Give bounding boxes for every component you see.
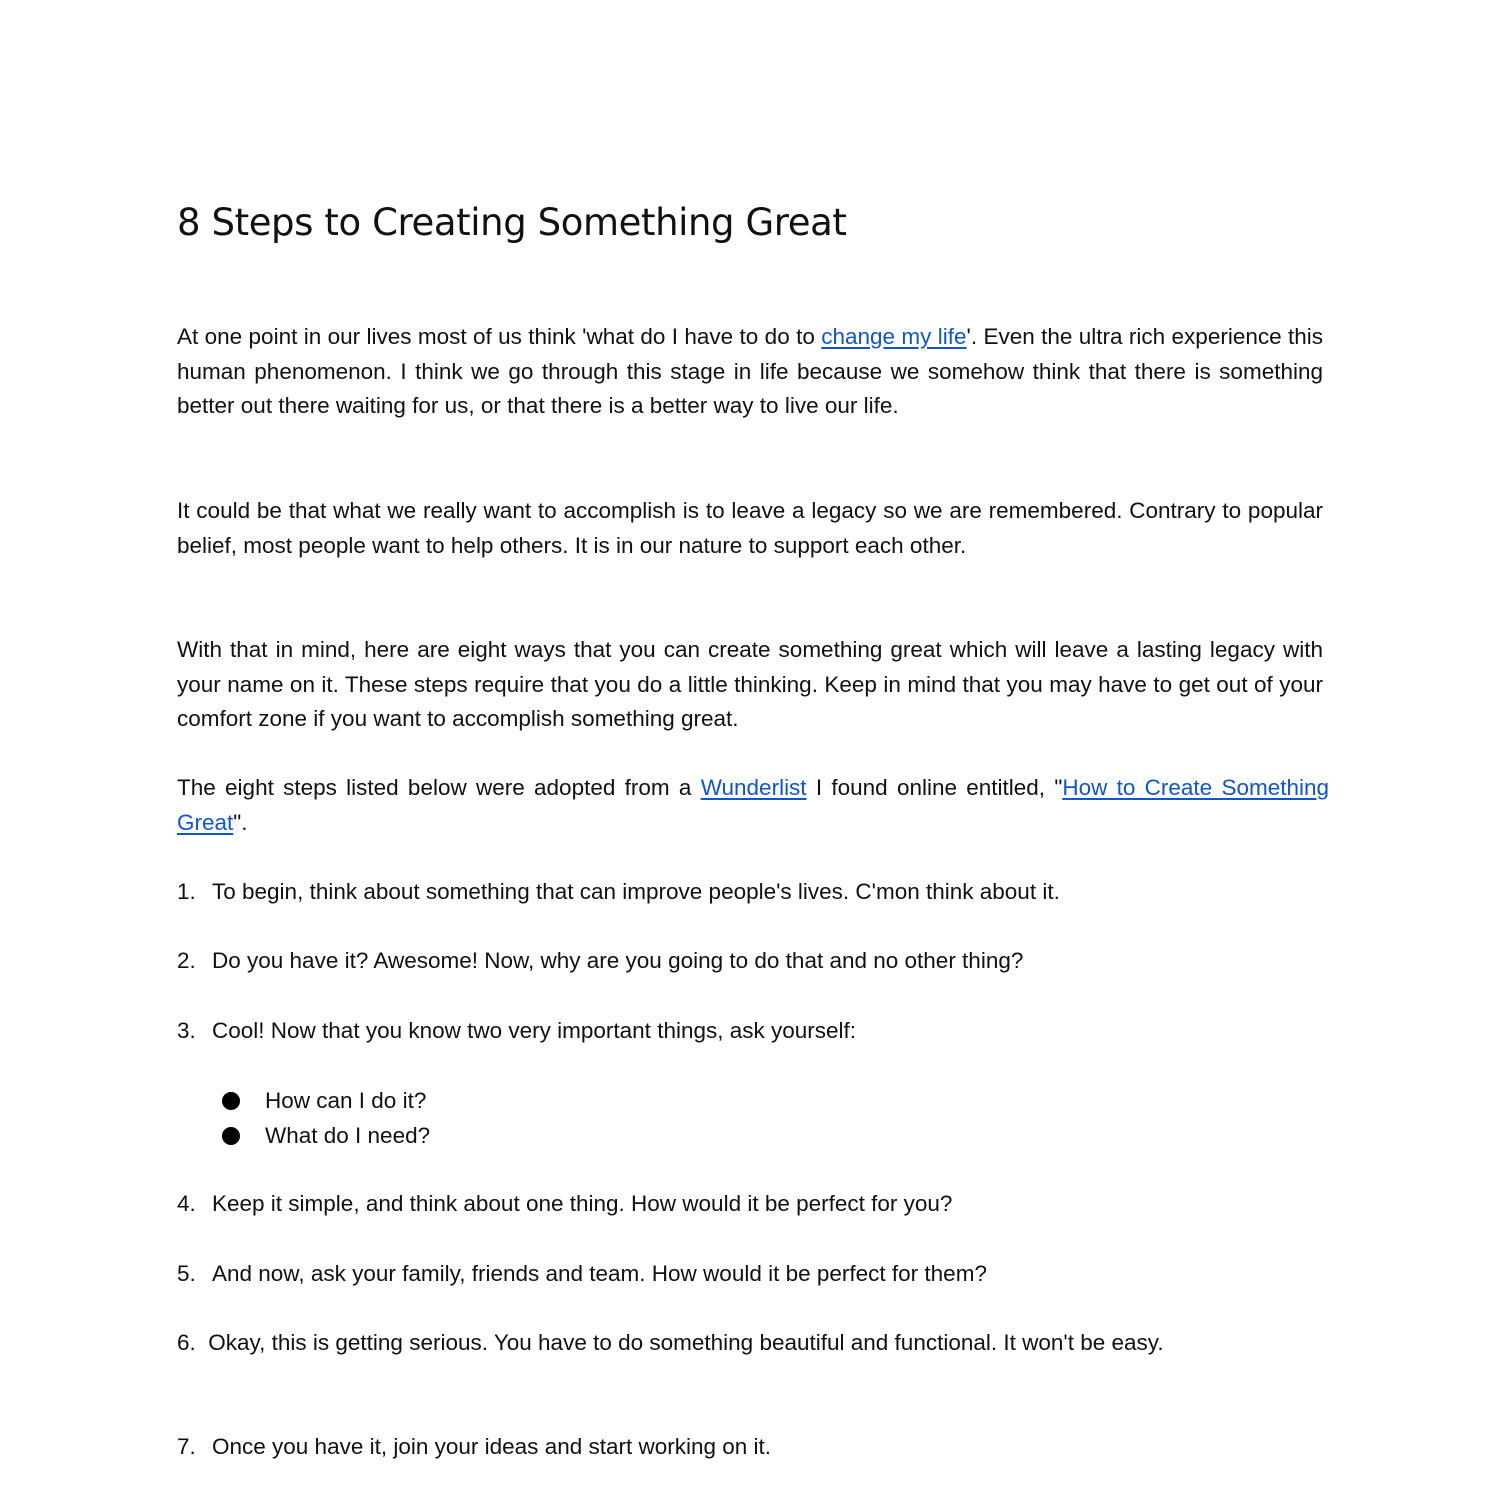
step-number: 2.: [177, 948, 196, 973]
bullet-dot-icon: [222, 1092, 240, 1110]
paragraph1-text-end: '. Even the ultra rich experience this human phenomenon. I think we go through this stage in life because we somehow think that there is something better out there waiting for us, or that there is a better way to live our life.: [177, 324, 1323, 419]
bullet-text: How can I do it?: [265, 1088, 427, 1113]
step-text: Okay, this is getting serious. You have to do something beautiful and functional. It won't be easy.: [202, 1330, 1164, 1355]
paragraph4-text-middle: I found online entitled, ": [806, 775, 1063, 800]
paragraph1-text-start: At one point in our lives most of us think 'what do I have to do to: [177, 324, 822, 349]
how-to-create-something-great-link[interactable]: How to Create Something Great: [177, 775, 1330, 835]
step-item: [177, 1014, 856, 1049]
paragraph2-text: It could be that what we really want to accomplish is to leave a legacy so we are remembered. Contrary to popular belief, most people want to help others. It is in our nature to support each other.: [177, 498, 1323, 558]
step-text: Cool! Now that you know two very important things, ask yourself:: [212, 1018, 857, 1043]
step-text: Keep it simple, and think about one thing. How would it be perfect for you?: [212, 1191, 953, 1216]
bullet-item: [222, 1119, 430, 1154]
page-title: 8 Steps to Creating Something Great: [177, 201, 847, 244]
step-item: [177, 875, 1060, 910]
step-number: 7.: [177, 1434, 196, 1459]
step-item: [177, 1257, 987, 1292]
step-item: [177, 1430, 771, 1465]
step-item: [177, 1187, 952, 1222]
change-my-life-link[interactable]: change my life: [821, 324, 967, 349]
bullet-item: [222, 1084, 430, 1119]
paragraph4-text-start: The eight steps listed below were adopted from a: [177, 775, 701, 800]
bullet-text: What do I need?: [265, 1122, 431, 1148]
source-paragraph: [177, 771, 1329, 840]
step-item: [177, 944, 1023, 979]
paragraph3-text: With that in mind, here are eight ways that you can create something great which will leave a lasting legacy with your name on it. These steps require that you do a little thinking. Keep in mind that you may have to get out of your comfort zone if you want to accomplish something great.: [177, 637, 1323, 732]
step-number: 4.: [177, 1191, 196, 1216]
step-text: And now, ask your family, friends and team. How would it be perfect for them?: [212, 1261, 987, 1286]
step-text: Do you have it? Awesome! Now, why are you going to do that and no other thing?: [212, 948, 1024, 973]
step-text: To begin, think about something that can improve people's lives. C'mon think about it.: [212, 879, 1060, 904]
step-item: [177, 1326, 1323, 1361]
step-number: 1.: [177, 879, 196, 904]
bullet-dot-icon: [222, 1127, 240, 1145]
step-number: 6.: [177, 1330, 196, 1355]
eight-ways-paragraph: [177, 633, 1323, 737]
step-number: 5.: [177, 1261, 196, 1286]
legacy-paragraph: [177, 494, 1323, 563]
step-number: 3.: [177, 1018, 196, 1043]
question-bullet-list: [222, 1084, 430, 1153]
step-text: Once you have it, join your ideas and start working on it.: [212, 1434, 772, 1459]
wunderlist-link[interactable]: Wunderlist: [700, 775, 807, 800]
intro-paragraph: [177, 320, 1323, 424]
paragraph4-text-end: ".: [233, 809, 248, 835]
